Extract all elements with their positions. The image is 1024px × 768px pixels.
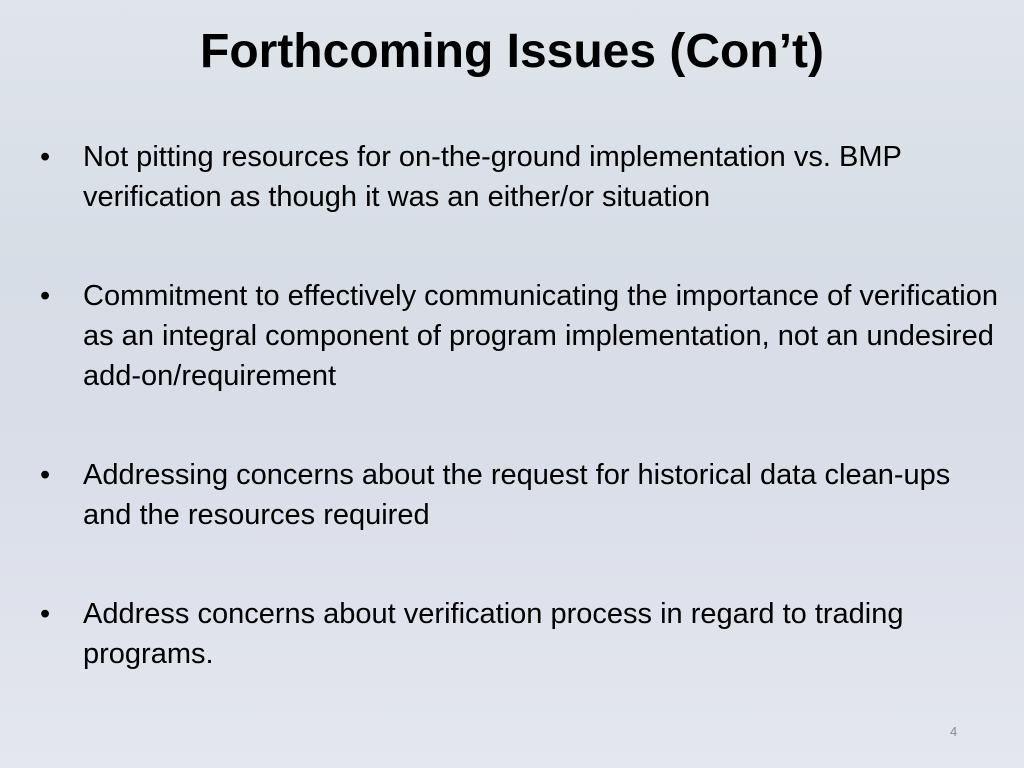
bullet-text: Not pitting resources for on-the-ground implementation vs. BMP verification as though it was an either/or situation xyxy=(83,141,902,213)
bullet-item xyxy=(40,276,1000,396)
bullet-text: Commitment to effectively communicating the importance of verification as an integral component of program implementation, not an undesired add-on/requirement xyxy=(83,280,998,392)
bullet-item xyxy=(40,137,1000,217)
bullet-list xyxy=(40,137,1000,674)
bullet-text: Address concerns about verification process in regard to trading programs. xyxy=(83,598,904,670)
bullet-text: Addressing concerns about the request for historical data clean-ups and the resources required xyxy=(83,459,951,531)
bullet-item xyxy=(40,455,1000,535)
bullet-icon: • xyxy=(40,141,51,173)
page-number: 4 xyxy=(950,724,958,739)
bullet-item xyxy=(40,594,1000,674)
bullet-icon: • xyxy=(40,598,51,630)
bullet-icon: • xyxy=(40,459,51,491)
bullet-icon: • xyxy=(40,280,51,312)
slide-title: Forthcoming Issues (Con’t) xyxy=(200,25,824,78)
